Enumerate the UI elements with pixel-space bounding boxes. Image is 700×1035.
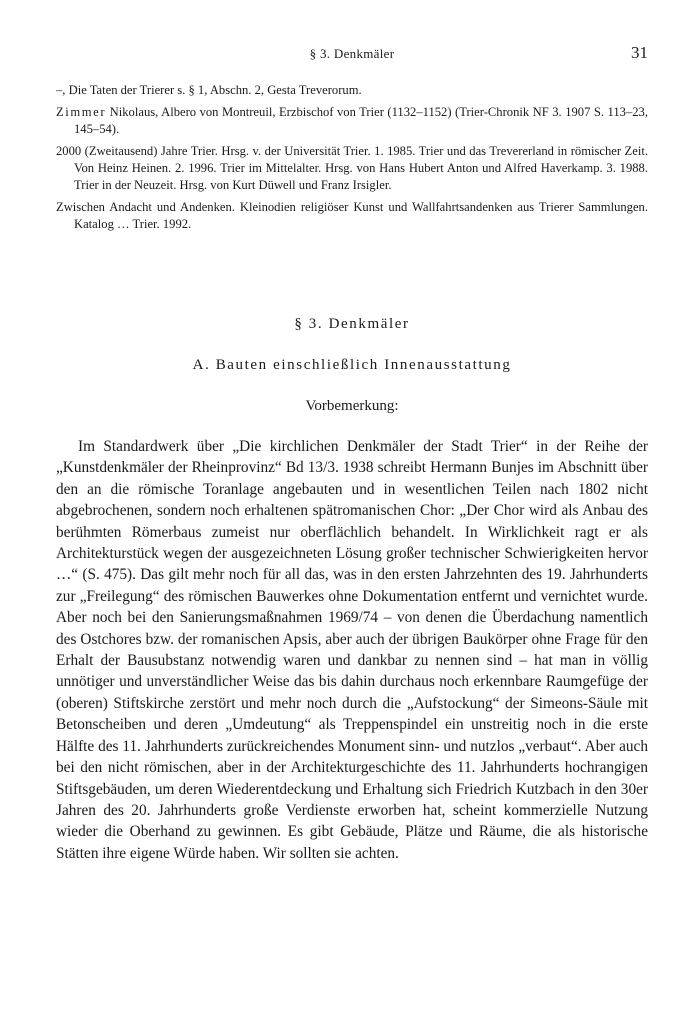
- section-title: § 3. Denkmäler: [294, 316, 410, 332]
- entry-text: Nikolaus, Albero von Montreuil, Erzbischof von Trier (1132–1152) (Trier-Chronik NF 3. 1907 S. 113–23, 145–54).: [74, 105, 648, 136]
- prefatory-heading: Vorbemerkung:: [305, 398, 399, 414]
- entry-text: –, Die Taten der Trierer s. § 1, Abschn. 2, Gesta Treverorum.: [56, 83, 362, 97]
- bibliography-entry: [56, 82, 648, 99]
- entry-text: 2000 (Zweitausend) Jahre Trier. Hrsg. v. der Universität Trier. 1. 1985. Trier und das Trevererland in römischer Zeit. Von Heinz Heinen. 2. 1996. Trier im Mittelalter. Hrsg. von Hans Hubert Anton und Alfred Haverkamp. 3. 1988. Trier in der Neuzeit. Hrsg. von Kurt Düwell und Franz Irsigler.: [56, 144, 648, 192]
- subsection-title: A. Bauten einschließlich Innenausstattung: [192, 357, 512, 373]
- author-name: Zimmer: [56, 105, 107, 119]
- bibliography-list: [56, 82, 648, 238]
- bibliography-entry: [56, 199, 648, 233]
- entry-text: Zwischen Andacht und Andenken. Kleinodien religiöser Kunst und Wallfahrtsandenken aus Trierer Sammlungen. Katalog … Trier. 1992.: [56, 200, 648, 231]
- bibliography-entry: [56, 143, 648, 194]
- page-number: 31: [631, 43, 648, 62]
- bibliography-entry: [56, 104, 648, 138]
- running-header: [56, 43, 648, 66]
- body-paragraph: Im Standardwerk über „Die kirchlichen Denkmäler der Stadt Trier“ in der Reihe der „Kunstdenkmäler der Rheinprovinz“ Bd 13/3. 1938 schreibt Hermann Bunjes im Abschnitt über den an die römische Toranlage angebauten und in wesentlichen Teilen nach 1802 nicht abgebrochenen, sondern noch erhaltenen spätromanischen Chor: „Der Chor wird als Anbau des berühmten Römerbaus zumeist nur oberflächlich behandelt. In Wirklichkeit ragt er als Architekturstück wegen der ausgezeichneten Lösung großer technischer Schwierigkeiten hervor …“ (S. 475). Das gilt mehr noch für all das, was in den ersten Jahrzehnten des 19. Jahrhunderts zur „Freilegung“ des römischen Bauwerkes ohne Dokumentation entfernt und vernichtet wurde. Aber noch bei den Sanierungsmaßnahmen 1969/74 – von denen die Überdachung namentlich des Ostchores bzw. der romanischen Apsis, aber auch der übrigen Baukörper ohne Frage für den Erhalt der Bausubstanz notwendig waren und dankbar zu nennen sind – hat man in völlig unnötiger und unverständlicher Weise das bis dahin durchaus noch erkennbare Raumgefüge der (oberen) Stiftskirche zerstört und mehr noch durch die „Aufstockung“ der Simeons-Säule mit Betonscheiben und deren „Umdeutung“ als Treppenspindel ein unstreitig noch in die erste Hälfte des 11. Jahrhunderts zurückreichendes Monument sinn- und nutzlos „verbaut“. Aber auch bei den nicht römischen, aber in der Architekturgeschichte des 11. Jahrhunderts hochrangigen Stiftsgebäuden, um deren Wiederentdeckung und Erhaltung sich Friedrich Kutzbach in den 30er Jahren des 20. Jahrhunderts große Verdienste erworben hat, scheint kommerzielle Nutzung wieder die Oberhand zu gewinnen. Es gibt Gebäude, Plätze und Räume, die als historische Stätten ihre eigene Würde haben. Wir sollten sie achten.: [56, 438, 648, 862]
- running-title: § 3. Denkmäler: [309, 46, 395, 61]
